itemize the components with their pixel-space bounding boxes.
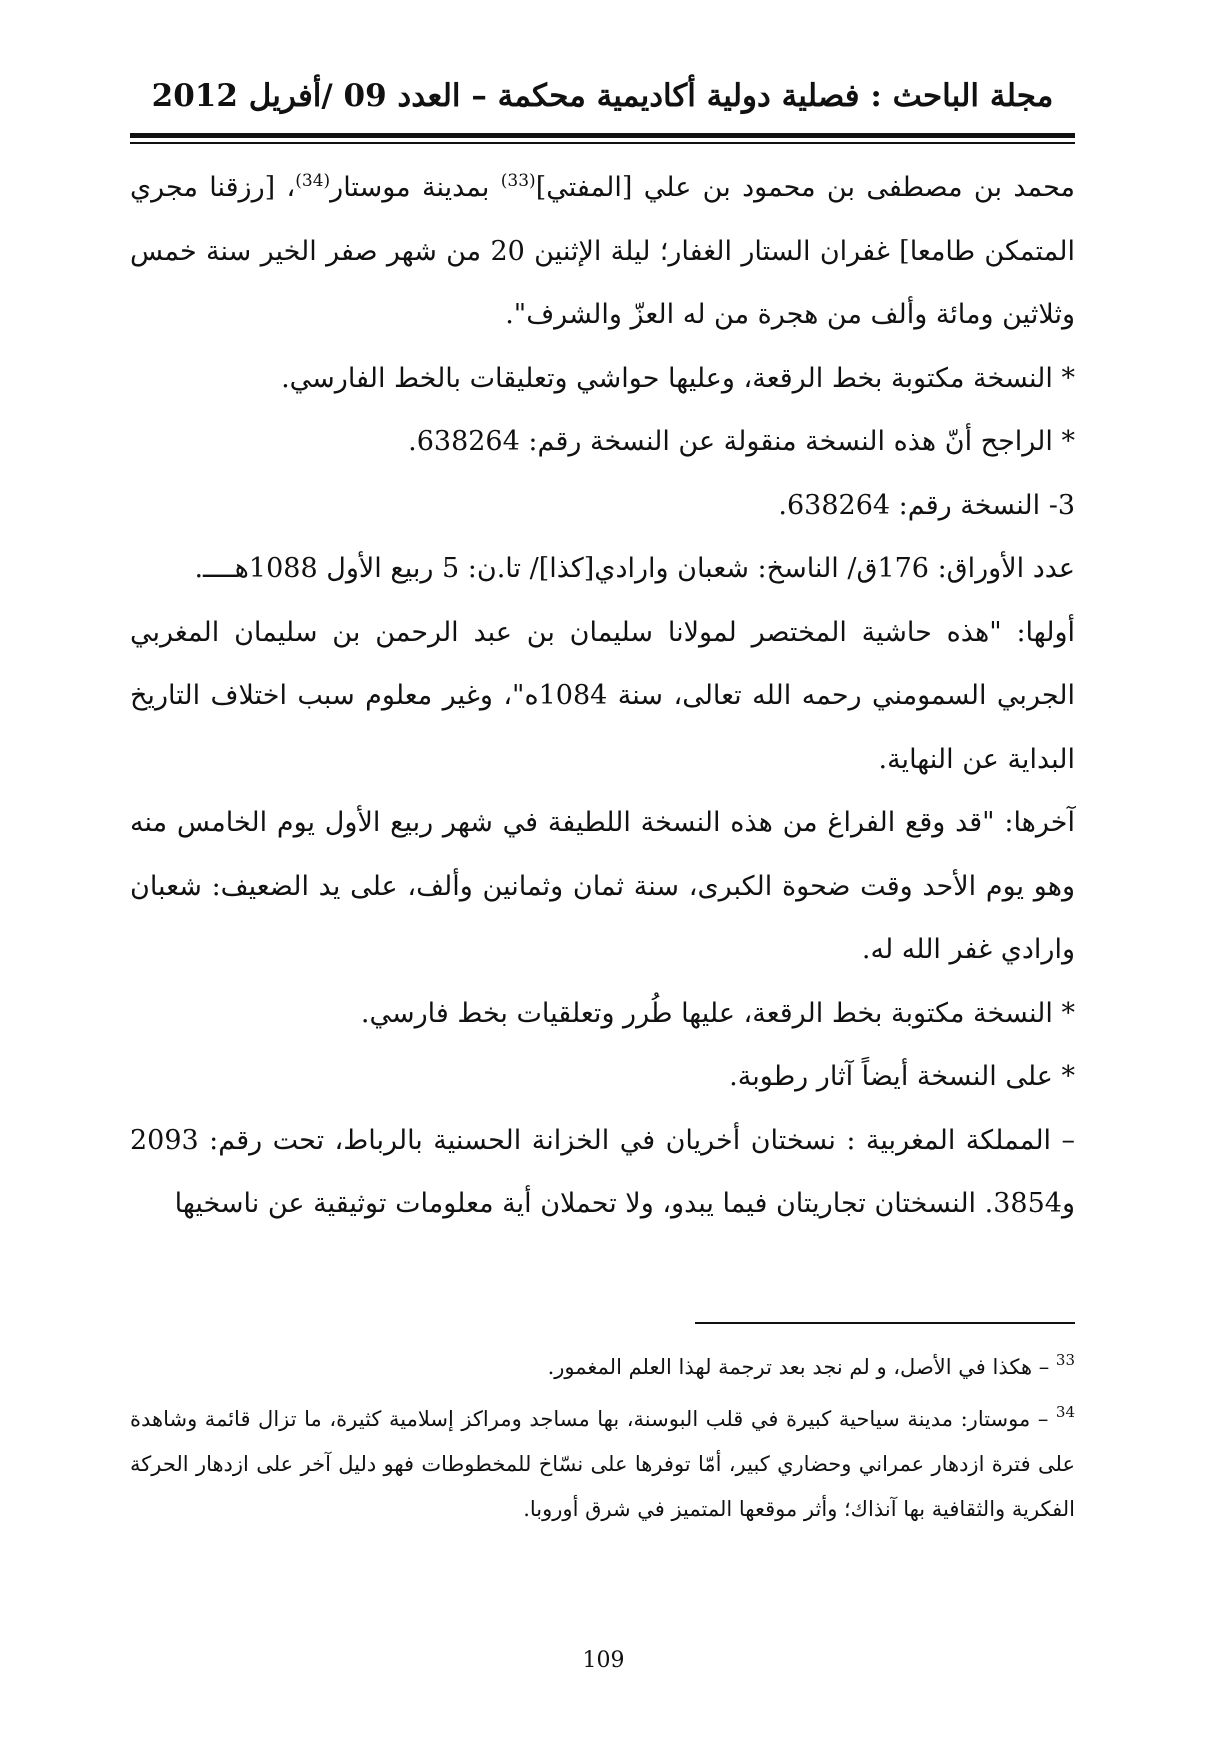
- footnote-text: – موستار: مدينة سياحية كبيرة في قلب البوسنة، بها مساجد ومراكز إسلامية كثيرة، ما تزال قائمة وشاهدة على فترة ازدهار عمراني وحضاري كبير، أمّا توفرها على نسّاخ للمخطوطات فهو دليل آخر على ازدهار الحركة الفكرية والثقافية بها آنذاك؛ وأثر موقعها المتميز في شرق أوروبا.: [130, 1407, 1075, 1521]
- paragraph-text: ، [رزقنا مجري المتمكن طامعا] غفران الستار الغفار؛ ليلة الإثنين 20 من شهر صفر الخير سنة خمس وثلاثين ومائة وألف من هجرة من له العزّ والشرف".: [130, 172, 1075, 330]
- paragraph-text: محمد بن مصطفى بن محمود بن علي [المفتي]: [535, 172, 1075, 203]
- paragraph-manuscript-3-explicit: آخرها: "قد وقع الفراغ من هذه النسخة اللطيفة في شهر ربيع الأول يوم الخامس منه وهو يوم الأحد وقت ضحوة الكبرى، سنة ثمان وثمانين وألف، على يد الضعيف: شعبان وارادي غفر الله له.: [130, 807, 1075, 965]
- footnote-separator: [695, 1322, 1075, 1324]
- body-text: [130, 150, 1075, 1236]
- paragraph-manuscript-3-heading: 3- النسخة رقم: 638264.: [778, 489, 1075, 521]
- footnote-33: [130, 1338, 1075, 1390]
- footnotes: [130, 1338, 1075, 1532]
- header-rule-thin: [130, 142, 1075, 144]
- paragraph-note-script-2: * النسخة مكتوبة بخط الرقعة، عليها طُرر وتعلقيات بخط فارسي.: [360, 997, 1075, 1029]
- paragraph-morocco-copies: – المملكة المغربية : نسختان أخريان في الخزانة الحسنية بالرباط، تحت رقم: 2093 و3854. النسختان تجاريتان فيما يبدو، ولا تحملان أية معلومات توثيقية عن ناسخيها: [130, 1124, 1075, 1219]
- page-number: 109: [582, 1648, 625, 1673]
- footnote-number: 34: [1055, 1403, 1075, 1421]
- footnote-34: [130, 1390, 1075, 1532]
- paragraph-note-copy-source: * الراجح أنّ هذه النسخة منقولة عن النسخة رقم: 638264.: [408, 426, 1075, 457]
- footnote-ref-33: (33): [500, 171, 536, 191]
- footnote-ref-34: (34): [295, 171, 331, 191]
- journal-header: مجلة الباحث : فصلية دولية أكاديمية محكمة – العدد 09 /أفريل 2012: [151, 78, 1054, 114]
- paragraph-note-script: * النسخة مكتوبة بخط الرقعة، وعليها حواشي وتعليقات بالخط الفارسي.: [281, 362, 1075, 394]
- paragraph-colophon-end: [130, 150, 1075, 347]
- paragraph-note-humidity: * على النسخة أيضاً آثار رطوبة.: [729, 1061, 1075, 1092]
- footnote-number: 33: [1055, 1351, 1075, 1369]
- header-rule-thick: [130, 133, 1075, 138]
- footnote-text: – هكذا في الأصل، و لم نجد بعد ترجمة لهذا العلم المغمور.: [547, 1355, 1050, 1379]
- paragraph-text: بمدينة موستار: [330, 172, 501, 203]
- paragraph-manuscript-3-incipit: أولها: "هذه حاشية المختصر لمولانا سليمان بن عبد الرحمن بن سليمان المغربي الجربي السمومني رحمه الله تعالى، سنة 1084ه"، وغير معلوم سبب اختلاف التاريخ البداية عن النهاية.: [130, 616, 1076, 775]
- paragraph-manuscript-3-details: عدد الأوراق: 176ق/ الناسخ: شعبان وارادي[كذا]/ تا.ن: 5 ربيع الأول 1088هــــ.: [194, 553, 1075, 584]
